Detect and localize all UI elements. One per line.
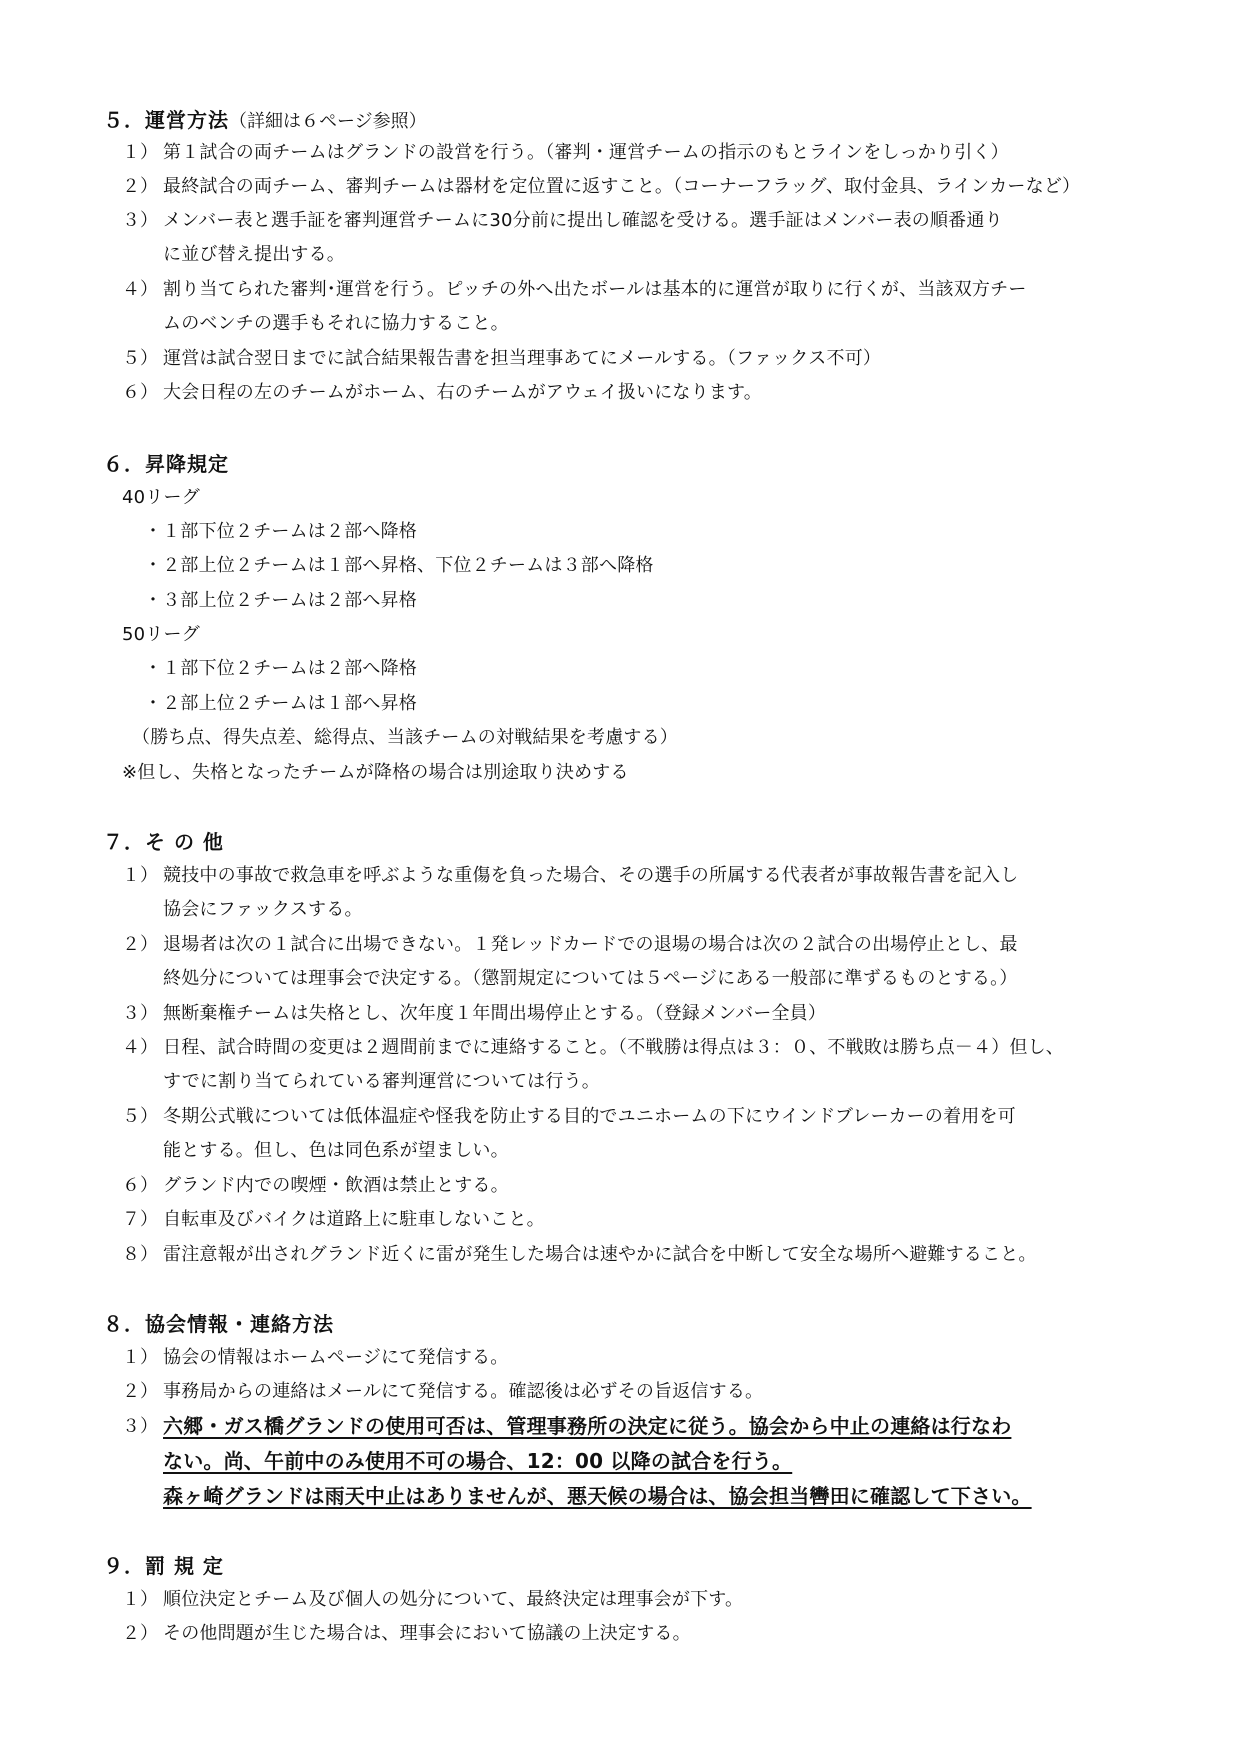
s5-item-6-num: ６）	[122, 382, 158, 403]
s6-paren-note: （勝ち点、得失点差、総得点、当該チームの対戦結果を考慮する）	[132, 727, 678, 748]
s7-item-2-num: ２）	[122, 934, 158, 955]
s7-item-1-line-1: 競技中の事故で救急車を呼ぶような重傷を負った場合、その選手の所属する代表者が事故報告書を記入し	[163, 865, 1019, 886]
s7-item-7-line-1: 自転車及びバイクは道路上に駐車しないこと。	[163, 1209, 545, 1230]
league-40-item-2: ・２部上位２チームは１部へ昇格、下位２チームは３部へ降格	[144, 555, 654, 576]
s7-item-4-line-1: 日程、試合時間の変更は２週間前までに連絡すること。（不戦勝は得点は３：０、不戦敗は勝ち点－４）但し、	[163, 1037, 1064, 1058]
s7-item-1-num: １）	[122, 865, 158, 886]
s7-item-5-line-1: 冬期公式戦については低体温症や怪我を防止する目的でユニホームの下にウインドブレーカーの着用を可	[163, 1106, 1016, 1127]
section-6-title: ６．昇降規定	[103, 452, 229, 476]
s8-item-3-num: ３）	[122, 1416, 158, 1437]
section-7-title: ７．そ の 他	[103, 830, 224, 854]
s5-item-4-num: ４）	[122, 279, 158, 300]
s8-item-2-num: ２）	[122, 1381, 158, 1402]
s8-item-2-line-1: 事務局からの連絡はメールにて発信する。確認後は必ずその旨返信する。	[163, 1381, 764, 1402]
s5-item-1-num: １）	[122, 142, 158, 163]
s7-item-8-num: ８）	[122, 1244, 158, 1265]
s7-item-2-line-1: 退場者は次の１試合に出場できない。１発レッドカードでの退場の場合は次の２試合の出場停止とし、最	[163, 934, 1018, 955]
league-40-item-3: ・３部上位２チームは２部へ昇格	[144, 590, 417, 611]
league-40-item-1: ・１部下位２チームは２部へ降格	[144, 521, 417, 542]
s7-item-5-line-2: 能とする。但し、色は同色系が望ましい。	[163, 1140, 509, 1161]
s6-asterisk-note: ※但し、失格となったチームが降格の場合は別途取り決めする	[122, 762, 629, 783]
s7-item-2-line-2: 終処分については理事会で決定する。（懲罰規定については５ページにある一般部に準ずるものとする。）	[163, 968, 1018, 989]
s7-item-1-line-2: 協会にファックスする。	[163, 899, 363, 920]
s8-item-1-num: １）	[122, 1347, 158, 1368]
s5-item-2-num: ２）	[122, 176, 158, 197]
s5-item-1-line-1: 第１試合の両チームはグランドの設営を行う。（審判・運営チームの指示のもとラインをしっかり引く）	[163, 142, 1009, 163]
section-8-heading	[103, 1308, 334, 1337]
s7-item-6-num: ６）	[122, 1175, 158, 1196]
section-5-title: ５．運営方法	[103, 108, 229, 132]
section-5-heading	[103, 104, 427, 133]
s5-item-6-line-1: 大会日程の左のチームがホーム、右のチームがアウェイ扱いになります。	[163, 382, 762, 403]
s7-item-4-num: ４）	[122, 1037, 158, 1058]
s7-item-7-num: ７）	[122, 1209, 158, 1230]
s5-item-4-line-2: ムのベンチの選手もそれに協力すること。	[163, 313, 509, 334]
section-9-heading	[103, 1550, 224, 1579]
league-50-item-2: ・２部上位２チームは１部へ昇格	[144, 693, 417, 714]
league-50-item-1: ・１部下位２チームは２部へ降格	[144, 658, 417, 679]
section-5-note: （詳細は６ページ参照）	[229, 111, 427, 132]
s5-item-4-line-1: 割り当てられた審判･運営を行う。ピッチの外へ出たボールは基本的に運営が取りに行くが、当該双方チー	[163, 279, 1027, 300]
s5-item-2-line-1: 最終試合の両チーム、審判チームは器材を定位置に返すこと。（コーナーフラッグ、取付金具、ラインカーなど）	[163, 176, 1081, 197]
s7-item-3-line-1: 無断棄権チームは失格とし、次年度１年間出場停止とする。（登録メンバー全員）	[163, 1003, 827, 1024]
s7-item-6-line-1: グランド内での喫煙・飲酒は禁止とする。	[163, 1175, 509, 1196]
s8-item-3-line-2: ない。尚、午前中のみ使用不可の場合、12：00 以降の試合を行う。	[163, 1449, 793, 1473]
league-40-label: 40リーグ	[122, 487, 200, 508]
section-8-title: ８．協会情報・連絡方法	[103, 1312, 334, 1336]
section-6-heading	[103, 448, 229, 477]
s7-item-5-num: ５）	[122, 1106, 158, 1127]
s9-item-2-num: ２）	[122, 1623, 158, 1644]
section-7-heading	[103, 826, 224, 855]
s8-item-1-line-1: 協会の情報はホームページにて発信する。	[163, 1347, 509, 1368]
s7-item-4-line-2: すでに割り当てられている審判運営については行う。	[163, 1071, 600, 1092]
s5-item-3-num: ３）	[122, 210, 158, 231]
s5-item-5-line-1: 運営は試合翌日までに試合結果報告書を担当理事あてにメールする。（ファックス不可）	[163, 348, 882, 369]
s9-item-1-line-1: 順位決定とチーム及び個人の処分について、最終決定は理事会が下す。	[163, 1589, 744, 1610]
section-9-title: ９．罰 規 定	[103, 1554, 224, 1578]
s5-item-3-line-1: メンバー表と選手証を審判運営チームに30分前に提出し確認を受ける。選手証はメンバー表の順番通り	[163, 210, 1003, 231]
s7-item-8-line-1: 雷注意報が出されグランド近くに雷が発生した場合は速やかに試合を中断して安全な場所へ避難すること。	[163, 1244, 1037, 1265]
s8-item-3-line-3: 森ヶ崎グランドは雨天中止はありませんが、悪天候の場合は、協会担当轡田に確認して下さい。	[163, 1484, 1032, 1508]
s5-item-3-line-2: に並び替え提出する。	[163, 244, 345, 265]
s9-item-2-line-1: その他問題が生じた場合は、理事会において協議の上決定する。	[163, 1623, 691, 1644]
s9-item-1-num: １）	[122, 1589, 158, 1610]
s5-item-5-num: ５）	[122, 348, 158, 369]
s7-item-3-num: ３）	[122, 1003, 158, 1024]
s8-item-3-line-1: 六郷・ガス橋グランドの使用可否は、管理事務所の決定に従う。協会から中止の連絡は行なわ	[163, 1414, 1012, 1438]
league-50-label: 50リーグ	[122, 624, 200, 645]
